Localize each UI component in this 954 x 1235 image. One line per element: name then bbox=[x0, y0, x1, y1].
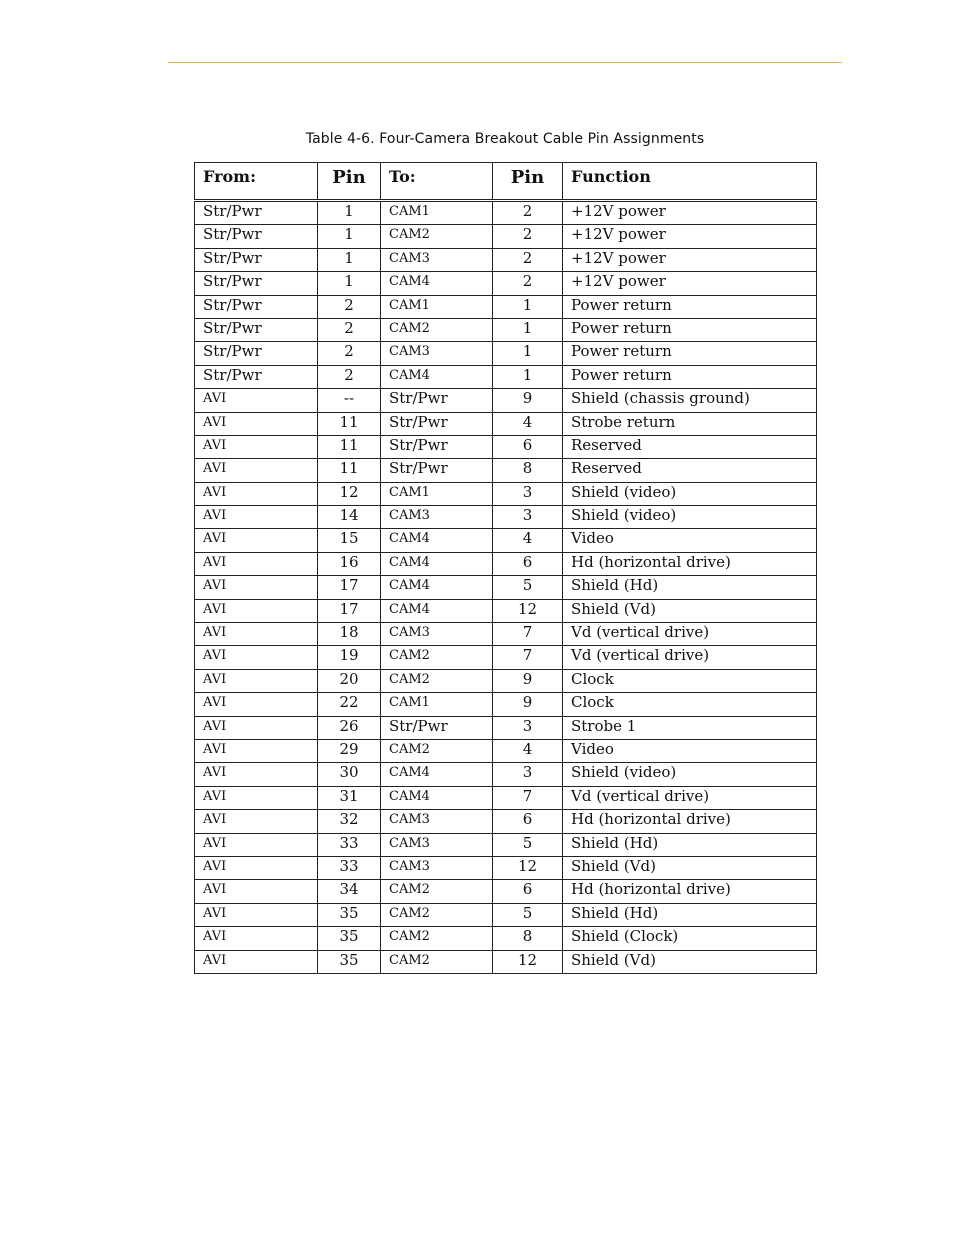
to-cell: CAM4 bbox=[381, 763, 493, 786]
to-pin-cell: 1 bbox=[493, 318, 563, 341]
table-body bbox=[195, 201, 817, 974]
from-cell: Str/Pwr bbox=[195, 272, 318, 295]
from-cell: AVI bbox=[195, 903, 318, 926]
function-cell: Strobe 1 bbox=[563, 716, 817, 739]
function-cell: Reserved bbox=[563, 459, 817, 482]
to-pin-cell: 3 bbox=[493, 482, 563, 505]
from-cell: AVI bbox=[195, 669, 318, 692]
from-pin-cell: 2 bbox=[318, 295, 381, 318]
from-cell: AVI bbox=[195, 786, 318, 809]
from-cell: AVI bbox=[195, 856, 318, 879]
to-pin-cell: 7 bbox=[493, 623, 563, 646]
table-row bbox=[195, 599, 817, 622]
to-pin-cell: 9 bbox=[493, 693, 563, 716]
to-cell: CAM3 bbox=[381, 342, 493, 365]
table-row bbox=[195, 739, 817, 762]
from-cell: Str/Pwr bbox=[195, 365, 318, 388]
to-cell: CAM4 bbox=[381, 552, 493, 575]
to-pin-cell: 1 bbox=[493, 342, 563, 365]
column-header-function: Function bbox=[563, 163, 817, 201]
from-cell: AVI bbox=[195, 950, 318, 973]
column-header-to: To: bbox=[381, 163, 493, 201]
from-cell: AVI bbox=[195, 763, 318, 786]
from-cell: AVI bbox=[195, 389, 318, 412]
to-cell: CAM3 bbox=[381, 248, 493, 271]
to-pin-cell: 9 bbox=[493, 389, 563, 412]
to-cell: CAM2 bbox=[381, 880, 493, 903]
from-cell: AVI bbox=[195, 833, 318, 856]
from-cell: AVI bbox=[195, 412, 318, 435]
column-header-from-pin: Pin bbox=[318, 163, 381, 201]
from-cell: AVI bbox=[195, 482, 318, 505]
table-row bbox=[195, 810, 817, 833]
function-cell: Shield (video) bbox=[563, 506, 817, 529]
function-cell: Shield (video) bbox=[563, 763, 817, 786]
from-pin-cell: 31 bbox=[318, 786, 381, 809]
to-cell: Str/Pwr bbox=[381, 716, 493, 739]
column-header-to-pin: Pin bbox=[493, 163, 563, 201]
table-caption: Table 4-6. Four-Camera Breakout Cable Pin Assignments bbox=[305, 131, 705, 147]
from-pin-cell: 12 bbox=[318, 482, 381, 505]
function-cell: Shield (chassis ground) bbox=[563, 389, 817, 412]
from-pin-cell: 2 bbox=[318, 318, 381, 341]
from-cell: Str/Pwr bbox=[195, 248, 318, 271]
from-cell: AVI bbox=[195, 880, 318, 903]
to-pin-cell: 8 bbox=[493, 927, 563, 950]
from-pin-cell: 29 bbox=[318, 739, 381, 762]
from-cell: AVI bbox=[195, 529, 318, 552]
to-pin-cell: 7 bbox=[493, 786, 563, 809]
to-pin-cell: 2 bbox=[493, 225, 563, 248]
to-pin-cell: 8 bbox=[493, 459, 563, 482]
to-cell: CAM2 bbox=[381, 669, 493, 692]
from-cell: Str/Pwr bbox=[195, 295, 318, 318]
from-cell: Str/Pwr bbox=[195, 342, 318, 365]
to-pin-cell: 2 bbox=[493, 248, 563, 271]
to-pin-cell: 4 bbox=[493, 739, 563, 762]
from-pin-cell: 22 bbox=[318, 693, 381, 716]
table-header-row bbox=[195, 163, 817, 201]
table-row bbox=[195, 412, 817, 435]
to-cell: CAM2 bbox=[381, 225, 493, 248]
from-pin-cell: 30 bbox=[318, 763, 381, 786]
table-row bbox=[195, 693, 817, 716]
to-cell: CAM2 bbox=[381, 646, 493, 669]
to-cell: CAM3 bbox=[381, 623, 493, 646]
to-cell: CAM4 bbox=[381, 599, 493, 622]
table-row bbox=[195, 623, 817, 646]
function-cell: Shield (Vd) bbox=[563, 856, 817, 879]
table-row bbox=[195, 552, 817, 575]
function-cell: Hd (horizontal drive) bbox=[563, 552, 817, 575]
function-cell: +12V power bbox=[563, 201, 817, 225]
to-pin-cell: 4 bbox=[493, 529, 563, 552]
function-cell: Power return bbox=[563, 342, 817, 365]
to-cell: CAM4 bbox=[381, 786, 493, 809]
from-pin-cell: 1 bbox=[318, 248, 381, 271]
table-row bbox=[195, 833, 817, 856]
from-pin-cell: 33 bbox=[318, 856, 381, 879]
from-cell: Str/Pwr bbox=[195, 225, 318, 248]
table-row bbox=[195, 856, 817, 879]
table-row bbox=[195, 669, 817, 692]
to-pin-cell: 12 bbox=[493, 950, 563, 973]
function-cell: Vd (vertical drive) bbox=[563, 623, 817, 646]
to-cell: CAM4 bbox=[381, 529, 493, 552]
to-cell: CAM3 bbox=[381, 856, 493, 879]
function-cell: +12V power bbox=[563, 225, 817, 248]
to-pin-cell: 5 bbox=[493, 576, 563, 599]
from-cell: AVI bbox=[195, 716, 318, 739]
from-cell: AVI bbox=[195, 623, 318, 646]
from-pin-cell: 1 bbox=[318, 272, 381, 295]
function-cell: Shield (Vd) bbox=[563, 599, 817, 622]
to-pin-cell: 6 bbox=[493, 552, 563, 575]
from-cell: AVI bbox=[195, 459, 318, 482]
to-cell: CAM4 bbox=[381, 365, 493, 388]
from-pin-cell: 20 bbox=[318, 669, 381, 692]
to-cell: Str/Pwr bbox=[381, 412, 493, 435]
to-pin-cell: 6 bbox=[493, 435, 563, 458]
from-cell: AVI bbox=[195, 576, 318, 599]
from-pin-cell: 19 bbox=[318, 646, 381, 669]
to-pin-cell: 3 bbox=[493, 506, 563, 529]
to-cell: CAM1 bbox=[381, 201, 493, 225]
to-pin-cell: 1 bbox=[493, 295, 563, 318]
table-row bbox=[195, 506, 817, 529]
function-cell: Reserved bbox=[563, 435, 817, 458]
from-cell: AVI bbox=[195, 552, 318, 575]
from-pin-cell: 35 bbox=[318, 927, 381, 950]
table-row bbox=[195, 529, 817, 552]
table-row bbox=[195, 365, 817, 388]
function-cell: Video bbox=[563, 739, 817, 762]
to-pin-cell: 9 bbox=[493, 669, 563, 692]
table-row bbox=[195, 225, 817, 248]
function-cell: Power return bbox=[563, 365, 817, 388]
to-cell: CAM2 bbox=[381, 318, 493, 341]
from-cell: Str/Pwr bbox=[195, 318, 318, 341]
table-row bbox=[195, 389, 817, 412]
table-row bbox=[195, 880, 817, 903]
function-cell: +12V power bbox=[563, 272, 817, 295]
table-row bbox=[195, 927, 817, 950]
to-pin-cell: 7 bbox=[493, 646, 563, 669]
function-cell: Shield (Hd) bbox=[563, 833, 817, 856]
table-row bbox=[195, 342, 817, 365]
table-row bbox=[195, 295, 817, 318]
table-row bbox=[195, 248, 817, 271]
to-pin-cell: 12 bbox=[493, 856, 563, 879]
to-cell: Str/Pwr bbox=[381, 435, 493, 458]
from-pin-cell: -- bbox=[318, 389, 381, 412]
from-cell: AVI bbox=[195, 810, 318, 833]
from-pin-cell: 2 bbox=[318, 342, 381, 365]
column-header-from: From: bbox=[195, 163, 318, 201]
from-cell: AVI bbox=[195, 693, 318, 716]
table-row bbox=[195, 272, 817, 295]
table-row bbox=[195, 459, 817, 482]
to-pin-cell: 6 bbox=[493, 810, 563, 833]
to-cell: CAM4 bbox=[381, 272, 493, 295]
from-cell: Str/Pwr bbox=[195, 201, 318, 225]
to-pin-cell: 2 bbox=[493, 272, 563, 295]
from-pin-cell: 17 bbox=[318, 599, 381, 622]
function-cell: Shield (Clock) bbox=[563, 927, 817, 950]
to-cell: CAM3 bbox=[381, 833, 493, 856]
table-row bbox=[195, 318, 817, 341]
from-pin-cell: 34 bbox=[318, 880, 381, 903]
to-pin-cell: 4 bbox=[493, 412, 563, 435]
from-pin-cell: 14 bbox=[318, 506, 381, 529]
function-cell: Vd (vertical drive) bbox=[563, 786, 817, 809]
function-cell: Shield (Vd) bbox=[563, 950, 817, 973]
to-pin-cell: 6 bbox=[493, 880, 563, 903]
pin-assignment-table bbox=[194, 162, 817, 974]
to-cell: CAM3 bbox=[381, 506, 493, 529]
function-cell: +12V power bbox=[563, 248, 817, 271]
from-pin-cell: 15 bbox=[318, 529, 381, 552]
to-cell: CAM2 bbox=[381, 739, 493, 762]
function-cell: Shield (Hd) bbox=[563, 903, 817, 926]
to-cell: CAM1 bbox=[381, 482, 493, 505]
from-cell: AVI bbox=[195, 739, 318, 762]
from-pin-cell: 33 bbox=[318, 833, 381, 856]
to-cell: CAM2 bbox=[381, 903, 493, 926]
table-row bbox=[195, 435, 817, 458]
function-cell: Shield (Hd) bbox=[563, 576, 817, 599]
table-row bbox=[195, 950, 817, 973]
function-cell: Shield (video) bbox=[563, 482, 817, 505]
from-pin-cell: 1 bbox=[318, 201, 381, 225]
header-rule bbox=[168, 62, 842, 63]
to-pin-cell: 1 bbox=[493, 365, 563, 388]
from-pin-cell: 2 bbox=[318, 365, 381, 388]
from-pin-cell: 26 bbox=[318, 716, 381, 739]
to-cell: CAM1 bbox=[381, 295, 493, 318]
from-pin-cell: 35 bbox=[318, 903, 381, 926]
function-cell: Power return bbox=[563, 295, 817, 318]
to-cell: CAM3 bbox=[381, 810, 493, 833]
from-pin-cell: 32 bbox=[318, 810, 381, 833]
to-cell: Str/Pwr bbox=[381, 459, 493, 482]
to-pin-cell: 5 bbox=[493, 903, 563, 926]
to-cell: CAM2 bbox=[381, 950, 493, 973]
to-cell: CAM4 bbox=[381, 576, 493, 599]
table-row bbox=[195, 903, 817, 926]
table-row bbox=[195, 576, 817, 599]
from-pin-cell: 11 bbox=[318, 412, 381, 435]
from-pin-cell: 11 bbox=[318, 459, 381, 482]
function-cell: Clock bbox=[563, 693, 817, 716]
from-pin-cell: 1 bbox=[318, 225, 381, 248]
table-row bbox=[195, 201, 817, 225]
from-cell: AVI bbox=[195, 927, 318, 950]
to-cell: CAM2 bbox=[381, 927, 493, 950]
table-row bbox=[195, 482, 817, 505]
from-pin-cell: 35 bbox=[318, 950, 381, 973]
from-pin-cell: 16 bbox=[318, 552, 381, 575]
from-cell: AVI bbox=[195, 599, 318, 622]
table-row bbox=[195, 646, 817, 669]
from-pin-cell: 11 bbox=[318, 435, 381, 458]
to-cell: Str/Pwr bbox=[381, 389, 493, 412]
to-pin-cell: 2 bbox=[493, 201, 563, 225]
from-cell: AVI bbox=[195, 435, 318, 458]
table-row bbox=[195, 786, 817, 809]
from-pin-cell: 18 bbox=[318, 623, 381, 646]
function-cell: Vd (vertical drive) bbox=[563, 646, 817, 669]
to-pin-cell: 3 bbox=[493, 763, 563, 786]
to-cell: CAM1 bbox=[381, 693, 493, 716]
function-cell: Hd (horizontal drive) bbox=[563, 880, 817, 903]
function-cell: Video bbox=[563, 529, 817, 552]
function-cell: Strobe return bbox=[563, 412, 817, 435]
to-pin-cell: 12 bbox=[493, 599, 563, 622]
from-cell: AVI bbox=[195, 506, 318, 529]
to-pin-cell: 3 bbox=[493, 716, 563, 739]
function-cell: Power return bbox=[563, 318, 817, 341]
table-row bbox=[195, 763, 817, 786]
function-cell: Hd (horizontal drive) bbox=[563, 810, 817, 833]
table-row bbox=[195, 716, 817, 739]
function-cell: Clock bbox=[563, 669, 817, 692]
from-pin-cell: 17 bbox=[318, 576, 381, 599]
from-cell: AVI bbox=[195, 646, 318, 669]
to-pin-cell: 5 bbox=[493, 833, 563, 856]
